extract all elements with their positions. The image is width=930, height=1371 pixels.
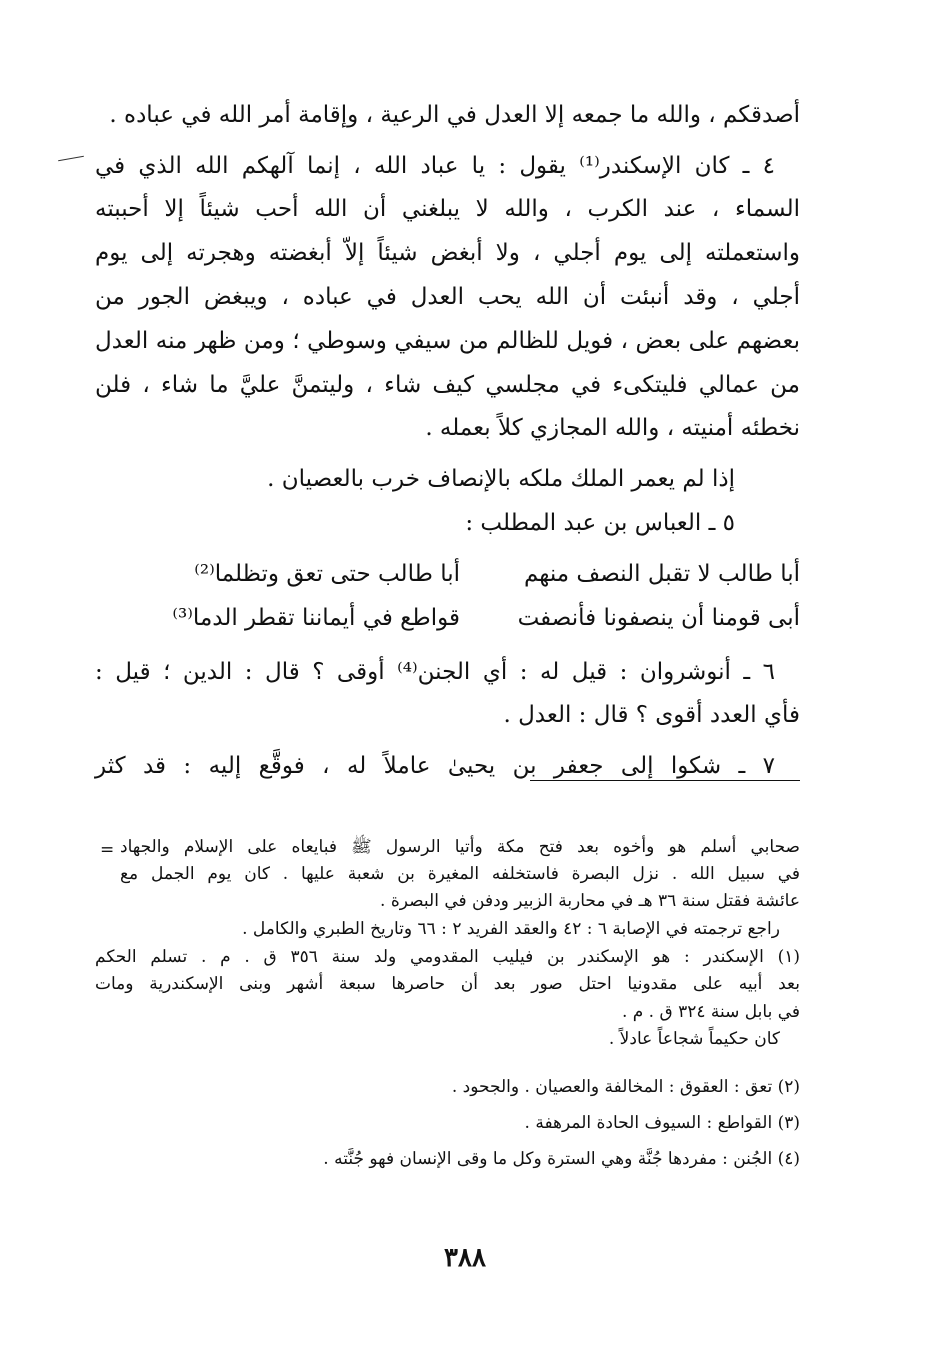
body-line: ٧ ـ شكوا إلى جعفر بن يحيىٰ عاملاً له ، فوقَّع إليه : قد كثر bbox=[95, 753, 775, 779]
section-heading: ٥ ـ العباس بن عبد المطلب : bbox=[465, 510, 735, 536]
margin-mark bbox=[58, 156, 84, 161]
body-line: أجلي ، وقد أنبئت أن الله يحب العدل في عباده ، ويبغض الجور من bbox=[95, 284, 800, 310]
body-line: السماء ، عند الكرب ، والله لا يبلغني أن الله أحب شيئاً إلا أحببته bbox=[95, 196, 800, 222]
footnote-line: صحابي أسلم هو وأخوه بعد فتح مكة وأتيا الرسول ﷺ فبايعاه على الإسلام والجهاد bbox=[120, 837, 800, 857]
footnote-separator bbox=[530, 780, 800, 781]
body-line: إذا لم يعمر الملك ملكه بالإنصاف خرب بالعصيان . bbox=[267, 466, 735, 492]
footnote-line: عائشة فقتل سنة ٣٦ هـ في محاربة الزبير ودفن في البصرة . bbox=[380, 891, 800, 911]
footnote-line: كان حكيماً شجاعاً عادلاً . bbox=[608, 1029, 780, 1049]
footnote-1: (١) الإسكندر : هو الإسكندر بن فيليب المقدومي ولد سنة ٣٥٦ ق . م . تسلم الحكم bbox=[95, 947, 800, 967]
body-line: أصدقكم ، والله ما جمعه إلا العدل في الرعية ، وإقامة أمر الله في عباده . bbox=[109, 102, 800, 128]
body-line: ٦ ـ أنوشروان : قيل له : أي الجنن⁽⁴⁾ أوقى ؟ قال : الدين ؛ قيل : bbox=[95, 659, 775, 685]
footnote-4: (٤) الجُنن : مفردها جُنَّة وهي السترة وكل ما وقى الإنسان فهو جُنَّته . bbox=[323, 1149, 800, 1169]
continuation-marker: = bbox=[100, 840, 115, 860]
footnote-line: بعد أبيه على مقدونيا احتل صور بعد أن حاصرها سبعة أشهر وبنى الإسكندرية ومات bbox=[95, 974, 800, 994]
footnote-line: في سبيل الله . نزل البصرة فاستخلفه المغيرة بن شعبة عليها . كان يوم الجمل مع bbox=[120, 864, 800, 884]
body-line: ٤ ـ كان الإسكندر⁽¹⁾ يقول : يا عباد الله ، إنما آلهكم الله الذي في bbox=[95, 153, 775, 179]
footnote-3: (٣) القواطع : السيوف الحادة المرهفة . bbox=[524, 1113, 800, 1133]
body-line: نخطئه أمنيته ، والله المجازي كلاً بعمله . bbox=[425, 415, 800, 441]
verse-first-hemistich: أبى قومنا أن ينصفونا فأنصفت bbox=[517, 605, 800, 631]
verse-second-hemistich: أبا طالب حتى تعق وتظلما⁽²⁾ bbox=[194, 561, 460, 587]
verse-second-hemistich: قواطع في أيماننا تقطر الدما⁽³⁾ bbox=[172, 605, 460, 631]
body-line: واستعملته إلى يوم أجلي ، ولا أبغض شيئاً إلاّ أبغضته وهجرته إلى يوم bbox=[95, 240, 800, 266]
body-line: فأي العدد أقوى ؟ قال : العدل . bbox=[503, 702, 800, 728]
footnote-line: في بابل سنة ٣٢٤ ق . م . bbox=[621, 1002, 800, 1022]
verse-first-hemistich: أبا طالب لا تقبل النصف منهم bbox=[523, 561, 800, 587]
footnote-2: (٢) تعق : العقوق : المخالفة والعصيان . والجحود . bbox=[451, 1077, 800, 1097]
page-number: ٣٨٨ bbox=[444, 1243, 486, 1273]
footnote-line: راجع ترجمته في الإصابة ٦ : ٤٢ والعقد الفريد ٢ : ٦٦ وتاريخ الطبري والكامل . bbox=[242, 919, 780, 939]
body-line: بعضهم على بعض ، فويل للظالم من سيفي وسوطي ؛ ومن ظهر منه العدل bbox=[95, 328, 800, 354]
body-line: من عمالي فليتكىء في مجلسي كيف شاء ، وليتمنَّ عليَّ ما شاء ، فلن bbox=[95, 372, 800, 398]
